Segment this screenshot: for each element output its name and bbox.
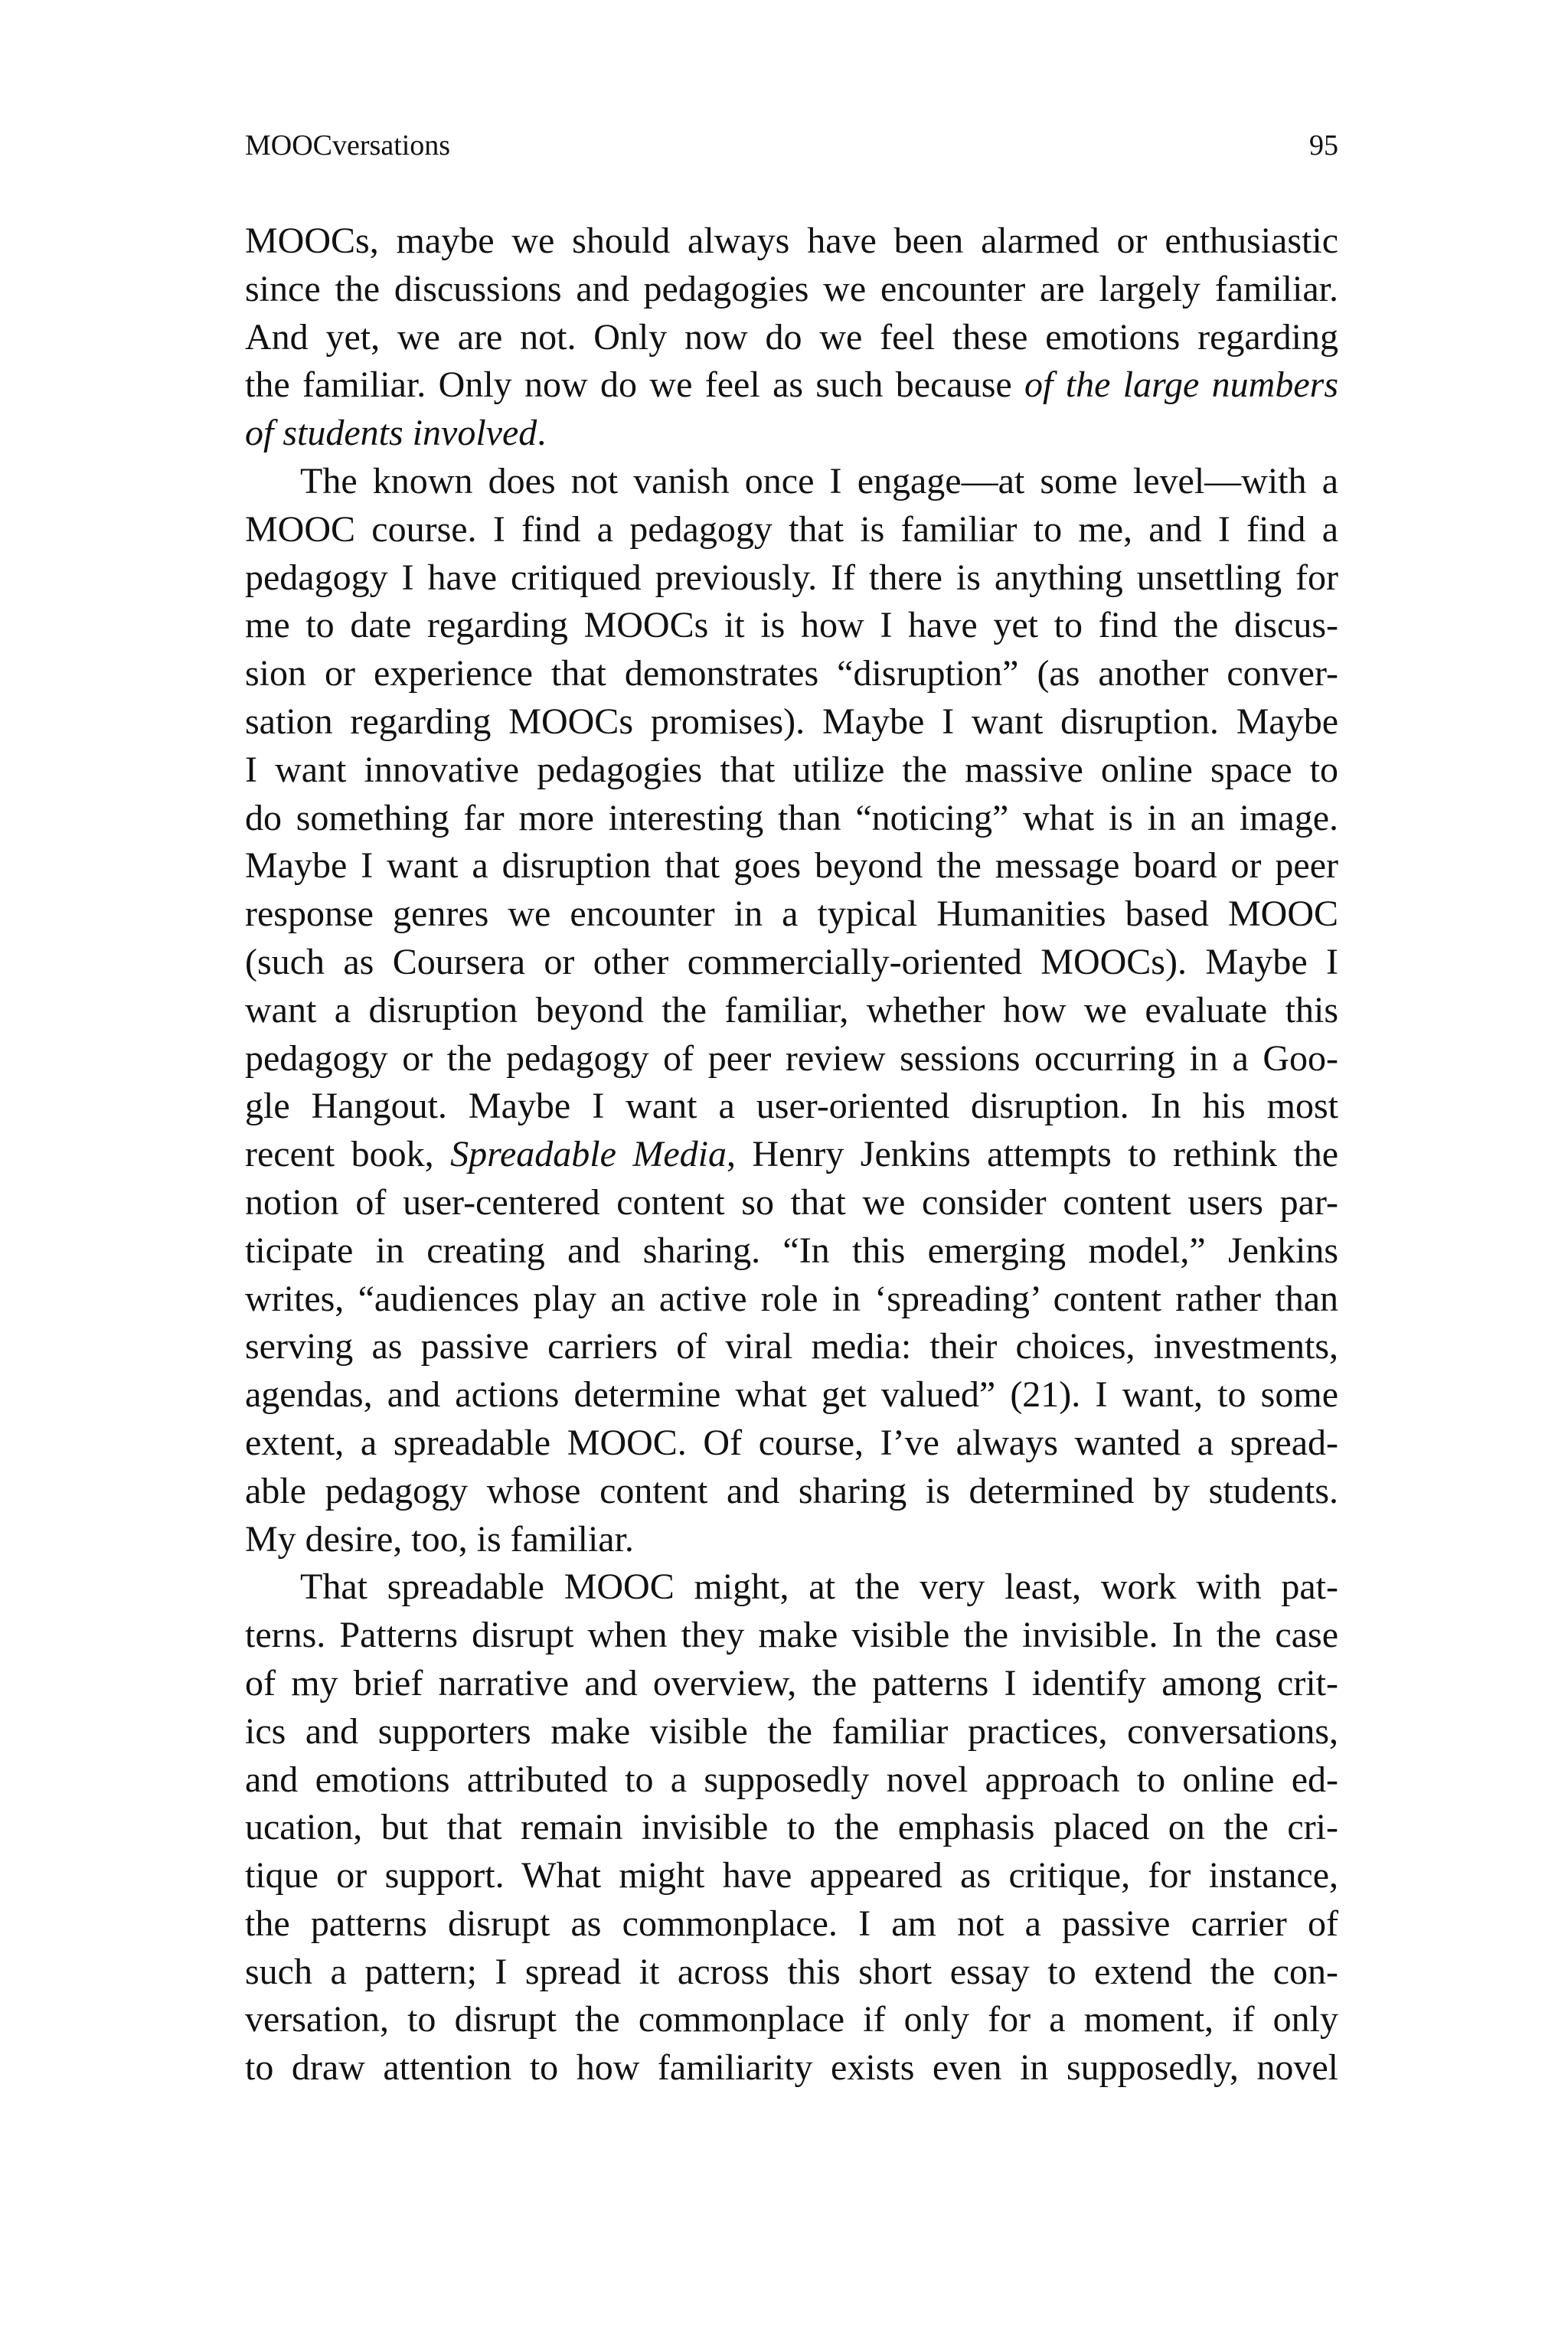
text-line: MOOCs, maybe we should always have been alarmed or enthusiastic — [245, 220, 1338, 261]
text-line: of my brief narrative and overview, the patterns I identify among crit- — [245, 1662, 1338, 1704]
text-line: since the discussions and pedagogies we encounter are largely familiar. — [245, 268, 1338, 309]
italic-text: of the large numbers — [1024, 364, 1339, 406]
text-line: And yet, we are not. Only now do we feel these emotions regarding — [245, 316, 1338, 358]
body-text — [245, 217, 1338, 2092]
text-line: versation, to disrupt the commonplace if only for a moment, if only — [245, 1999, 1338, 2040]
text-line: pedagogy I have critiqued previously. If there is anything unsettling for — [245, 557, 1338, 598]
page-number: 95 — [1309, 129, 1338, 162]
text-line: such a pattern; I spread it across this short essay to extend the con- — [245, 1951, 1338, 1992]
text-line: serving as passive carriers of viral media: their choices, investments, — [245, 1326, 1338, 1367]
running-head — [245, 129, 1338, 162]
text-line: the patterns disrupt as commonplace. I am not a passive carrier of — [245, 1903, 1338, 1944]
text-line: of students involved. — [245, 413, 547, 454]
text-line: response genres we encounter in a typical Humanities based MOOC — [245, 893, 1338, 935]
text-line: I want innovative pedagogies that utilize the massive online space to — [245, 749, 1338, 790]
text-line: ics and supporters make visible the familiar practices, conversations, — [245, 1710, 1338, 1752]
text-line: notion of user-centered content so that we consider content users par- — [245, 1181, 1338, 1223]
text-line: My desire, too, is familiar. — [245, 1518, 634, 1560]
text-line: me to date regarding MOOCs it is how I have yet to find the discus- — [245, 605, 1338, 646]
text-line: terns. Patterns disrupt when they make visible the invisible. In the case — [245, 1615, 1338, 1656]
text-line: ticipate in creating and sharing. “In this emerging model,” Jenkins — [245, 1230, 1338, 1271]
text-line: That spreadable MOOC might, at the very least, work with pat- — [300, 1566, 1338, 1608]
text-line: want a disruption beyond the familiar, whether how we evaluate this — [245, 989, 1338, 1031]
text-line: to draw attention to how familiarity exists even in supposedly, novel — [245, 2047, 1338, 2089]
text-line: the familiar. Only now do we feel as such because of the large numbers — [245, 364, 1339, 406]
text-line: MOOC course. I find a pedagogy that is familiar to me, and I find a — [245, 508, 1338, 550]
text-line: pedagogy or the pedagogy of peer review sessions occurring in a Goo- — [245, 1037, 1338, 1079]
paragraph — [245, 1563, 1338, 2092]
paragraph — [245, 458, 1338, 1563]
text-line: extent, a spreadable MOOC. Of course, I’ve always wanted a spread- — [245, 1422, 1338, 1463]
text-line: Maybe I want a disruption that goes beyond the message board or peer — [245, 845, 1338, 887]
italic-text: of students involved — [245, 413, 537, 454]
italic-text: Spreadable Media — [450, 1134, 727, 1175]
text-line: agendas, and actions determine what get valued” (21). I want, to some — [245, 1374, 1338, 1416]
text-line: sation regarding MOOCs promises). Maybe I want disruption. Maybe — [245, 701, 1338, 742]
text-line: able pedagogy whose content and sharing is determined by students. — [245, 1470, 1338, 1511]
text-line: and emotions attributed to a supposedly novel approach to online ed- — [245, 1759, 1338, 1800]
text-line: do something far more interesting than “noticing” what is in an image. — [245, 797, 1338, 838]
text-line: (such as Coursera or other commercially-oriented MOOCs). Maybe I — [245, 941, 1338, 982]
text-line: recent book, Spreadable Media, Henry Jenkins attempts to rethink the — [245, 1134, 1339, 1175]
text-line: writes, “audiences play an active role in ‘spreading’ content rather than — [245, 1278, 1338, 1319]
text-line: sion or experience that demonstrates “disruption” (as another conver- — [245, 653, 1338, 694]
text-line: The known does not vanish once I engage—at some level—with a — [300, 460, 1338, 501]
running-head-title: MOOCversations — [245, 129, 451, 162]
text-line: ucation, but that remain invisible to the emphasis placed on the cri- — [245, 1807, 1338, 1848]
text-line: gle Hangout. Maybe I want a user-oriented disruption. In his most — [245, 1086, 1338, 1127]
text-line: tique or support. What might have appeared as critique, for instance, — [245, 1855, 1338, 1896]
paragraph — [245, 217, 1338, 458]
